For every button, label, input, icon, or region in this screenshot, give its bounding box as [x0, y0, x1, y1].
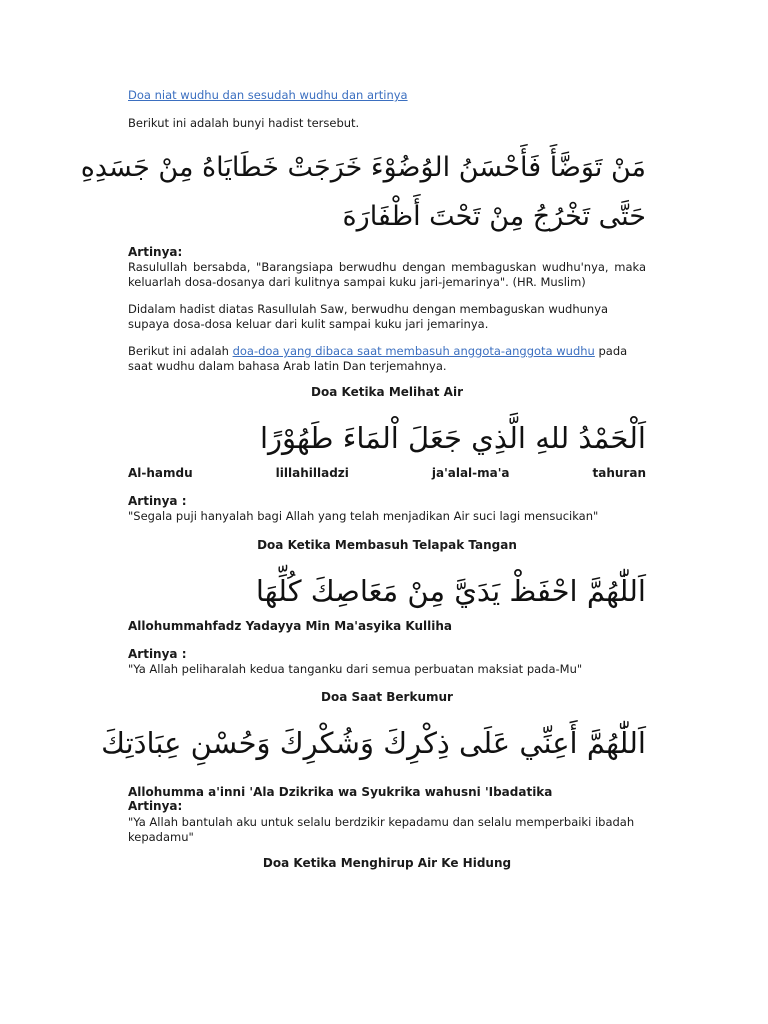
- bridge-text-after: pada saat wudhu dalam bahasa Arab latin Dan terjemahnya.: [128, 344, 628, 373]
- section-translation-berkumur: "Ya Allah bantulah aku untuk selalu berdzikir kepadamu dan selalu memperbaiki ibadah kepadamu": [128, 815, 635, 844]
- latin-word: tahuran: [592, 466, 646, 480]
- hadith-arabic-line-2: حَتَّى تَخْرُجُ مِنْ تَحْتَ أَظْفَارَهَ: [342, 201, 646, 232]
- section-arabic-berkumur: اَللّٰهُمَّ أَعِنِّي عَلَى ذِكْرِكَ وَشُكْرِكَ وَحُسْنِ عِبَادَتِكَ: [101, 726, 646, 760]
- section-latin-telapak-tangan: Allohummahfadz Yadayya Min Ma'asyika Kulliha: [128, 619, 453, 633]
- section-translation-melihat-air: "Segala puji hanyalah bagi Allah yang telah menjadikan Air suci lagi mensucikan": [128, 509, 599, 523]
- bridge-text-before: Berikut ini adalah: [128, 344, 233, 358]
- section-title-berkumur: Doa Saat Berkumur: [321, 690, 453, 704]
- intro-text: Berikut ini adalah bunyi hadist tersebut.: [128, 116, 360, 130]
- section-title-telapak-tangan: Doa Ketika Membasuh Telapak Tangan: [257, 538, 517, 552]
- section-arabic-melihat-air: اَلْحَمْدُ للهِ الَّذِي جَعَلَ اْلمَاءَ طَهُوْرًا: [260, 421, 646, 455]
- section-artinya-melihat-air: Artinya :: [128, 494, 187, 508]
- section-latin-melihat-air: [128, 466, 646, 480]
- section-title-melihat-air: Doa Ketika Melihat Air: [311, 385, 463, 399]
- latin-word: Al-hamdu: [128, 466, 193, 480]
- hadith-arabic-line-1: مَنْ تَوَضَّأَ فَأَحْسَنُ الوُضُوْءَ خَرَجَتْ خَطَايَاهُ مِنْ جَسَدِهِ: [80, 152, 646, 183]
- doa-membasuh-anggota-wudhu-link[interactable]: doa-doa yang dibaca saat membasuh anggota-anggota wudhu: [232, 344, 595, 358]
- doa-niat-wudhu-link[interactable]: Doa niat wudhu dan sesudah wudhu dan artinya: [128, 88, 408, 102]
- bridge-paragraph: [128, 344, 646, 373]
- hadith-explanation: Didalam hadist diatas Rasullulah Saw, berwudhu dengan membaguskan wudhunya supaya dosa-dosa keluar dari kulit sampai kuku jari jemarinya.: [128, 302, 609, 331]
- latin-word: lillahilladzi: [275, 466, 349, 480]
- section-artinya-telapak-tangan: Artinya :: [128, 647, 187, 661]
- section-artinya-berkumur: Artinya:: [128, 799, 183, 813]
- hadith-translation: Rasulullah bersabda, "Barangsiapa berwudhu dengan membaguskan wudhu'nya, maka keluarlah dosa-dosanya dari kulitnya sampai kuku jari-jemarinya". (HR. Muslim): [128, 260, 646, 289]
- section-arabic-telapak-tangan: اَللّٰهُمَّ احْفَظْ يَدَيَّ مِنْ مَعَاصِكَ كُلِّهَا: [255, 574, 646, 608]
- latin-word: ja'alal-ma'a: [431, 466, 510, 480]
- section-translation-telapak-tangan: "Ya Allah peliharalah kedua tanganku dari semua perbuatan maksiat pada-Mu": [128, 662, 583, 676]
- section-title-menghirup-air: Doa Ketika Menghirup Air Ke Hidung: [262, 856, 512, 870]
- hadith-artinya-label: Artinya:: [128, 245, 183, 259]
- section-latin-berkumur: Allohumma a'inni 'Ala Dzikrika wa Syukrika wahusni 'Ibadatika: [128, 785, 553, 799]
